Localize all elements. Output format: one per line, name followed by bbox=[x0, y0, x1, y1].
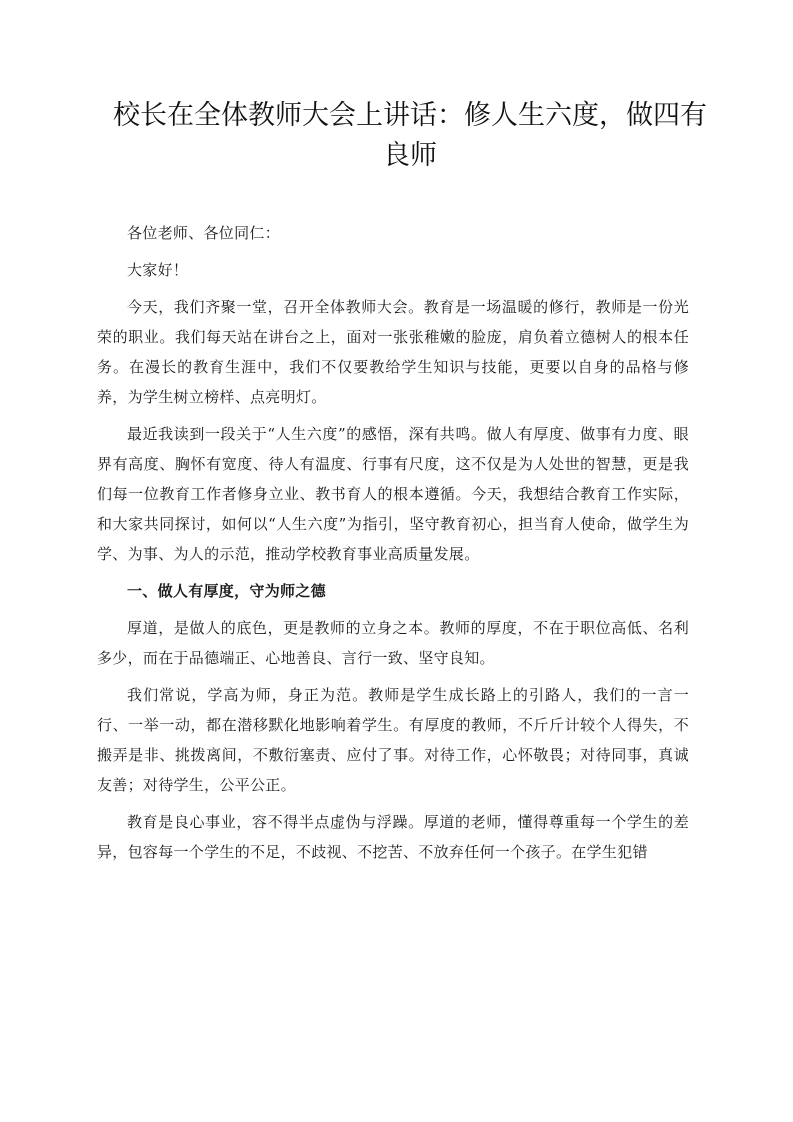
paragraph-intro-1: 今天，我们齐聚一堂，召开全体教师大会。教育是一场温暖的修行，教师是一份光荣的职业。我们每天站在讲台之上，面对一张张稚嫩的脸庞，肩负着立德树人的根本任务。在漫长的教育生涯中，我们不仅要教给学生知识与技能，更要以自身的品格与修养，为学生树立榜样、点亮明灯。 bbox=[97, 298, 689, 406]
paragraph-section1-3: 教育是良心事业，容不得半点虚伪与浮躁。厚道的老师，懂得尊重每一个学生的差异，包容每一个学生的不足，不歧视、不挖苦、不放弃任何一个孩子。在学生犯错 bbox=[97, 813, 689, 861]
document-title: 校长在全体教师大会上讲话：修人生六度，做四有良师 bbox=[113, 100, 707, 171]
document-body bbox=[97, 218, 689, 874]
paragraph-section1-2: 我们常说，学高为师，身正为范。教师是学生成长路上的引路人，我们的一言一行、一举一动，都在潜移默化地影响着学生。有厚度的教师，不斤斤计较个人得失，不搬弄是非、挑拨离间，不敷衍塞责、应付了事。对待工作，心怀敬畏；对待同事，真诚友善；对待学生，公平公正。 bbox=[97, 686, 689, 794]
paragraph-intro-2: 最近我读到一段关于“人生六度”的感悟，深有共鸣。做人有厚度、做事有力度、眼界有高度、胸怀有宽度、待人有温度、行事有尺度，这不仅是为人处世的智慧，更是我们每一位教育工作者修身立业、教书育人的根本遵循。今天，我想结合教育工作实际，和大家共同探讨，如何以“人生六度”为指引，坚守教育初心，担当育人使命，做学生为学、为事、为人的示范，推动学校教育事业高质量发展。 bbox=[97, 425, 689, 563]
section-heading-1: 一、做人有厚度，守为师之德 bbox=[127, 582, 326, 600]
greeting: 大家好！ bbox=[127, 261, 189, 279]
salutation: 各位老师、各位同仁： bbox=[127, 224, 281, 242]
paragraph-section1-1: 厚道，是做人的底色，更是教师的立身之本。教师的厚度，不在于职位高低、名利多少，而在于品德端正、心地善良、言行一致、坚守良知。 bbox=[97, 619, 689, 667]
